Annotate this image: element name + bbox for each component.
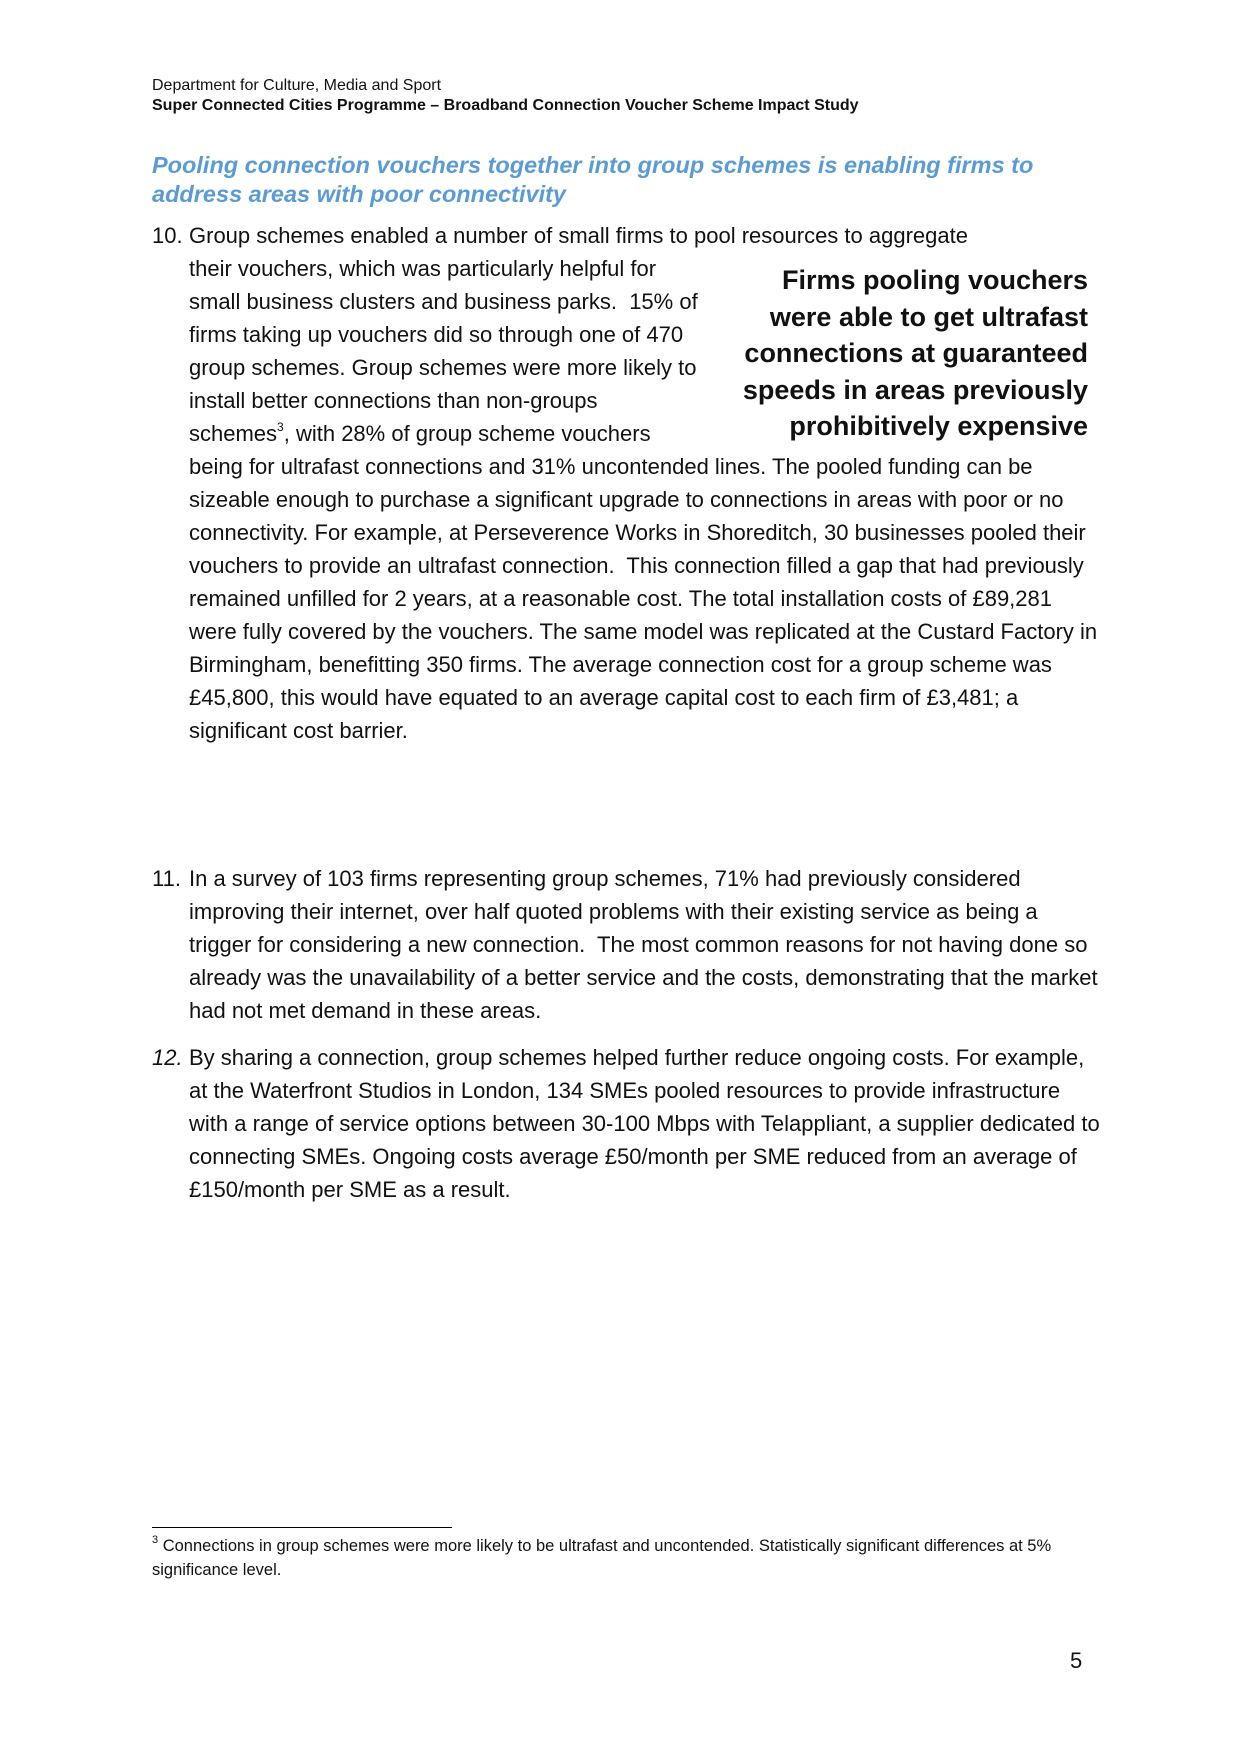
footnote-divider (152, 1527, 452, 1528)
page-header (152, 76, 859, 116)
page-number: 5 (1070, 1648, 1083, 1673)
paragraph-first-line: Group schemes enabled a number of small firms to pool resources to aggregate (189, 223, 968, 248)
paragraph-number: 11. (152, 866, 181, 891)
header-document-title: Super Connected Cities Programme – Broadband Connection Voucher Scheme Impact Study (152, 97, 859, 114)
paragraph-number: 12. (152, 1045, 183, 1070)
paragraph-text: their vouchers, which was particularly helpful for small business clusters and business parks. 15% of firms taking up vouchers did so through one of 470 group schemes. Group schemes were more likely to install better connections than non-groups schemes (189, 256, 698, 446)
paragraph-text: In a survey of 103 firms representing group schemes, 71% had previously considered improving their internet, over half quoted problems with their existing service as being a trigger for considering a new connection. The most common reasons for not having done so already was the unavailability of a better service and the costs, demonstrating that the market had not met demand in these areas. (189, 866, 1098, 1023)
footnote-text: Connections in group schemes were more likely to be ultrafast and uncontended. Statistically significant differences at 5% significance level. (152, 1537, 1052, 1579)
paragraph-text: By sharing a connection, group schemes helped further reduce ongoing costs. For example, at the Waterfront Studios in London, 134 SMEs pooled resources to provide infrastructure with a range of service options between 30-100 Mbps with Telappliant, a supplier dedicated to connecting SMEs. Ongoing costs average £50/month per SME reduced from an average of £150/month per SME as a result. (189, 1045, 1100, 1202)
section-heading: Pooling connection vouchers together into group schemes is enabling firms to address areas with poor connectivity (152, 152, 1034, 207)
paragraph-11 (152, 862, 1102, 1027)
paragraph-12 (152, 1041, 1102, 1206)
footnote (152, 1534, 1052, 1582)
pull-quote: Firms pooling vouchers were able to get ultrafast connections at guaranteed speeds in areas previously prohibitively expensive (742, 265, 1088, 441)
footnote-reference[interactable]: 3 (277, 420, 284, 434)
header-organisation: Department for Culture, Media and Sport (152, 77, 442, 94)
paragraph-text-continued: , with 28% of group scheme vouchers being for ultrafast connections and 31% uncontended lines. The pooled funding can be sizeable enough to purchase a significant upgrade to connections in areas with poor or no connectivity. For example, at Perseverence Works in Shoreditch, 30 businesses pooled their vouchers to provide an ultrafast connection. This connection filled a gap that had previously remained unfilled for 2 years, at a reasonable cost. The total installation costs of £89,281 were fully covered by the vouchers. The same model was replicated at the Custard Factory in Birmingham, benefitting 350 firms. The average connection cost for a group scheme was £45,800, this would have equated to an average capital cost to each firm of £3,481; a significant cost barrier. (189, 421, 1098, 743)
paragraph-10 (152, 219, 1102, 747)
paragraph-number: 10. (152, 223, 183, 248)
footnote-marker: 3 (152, 1534, 159, 1546)
